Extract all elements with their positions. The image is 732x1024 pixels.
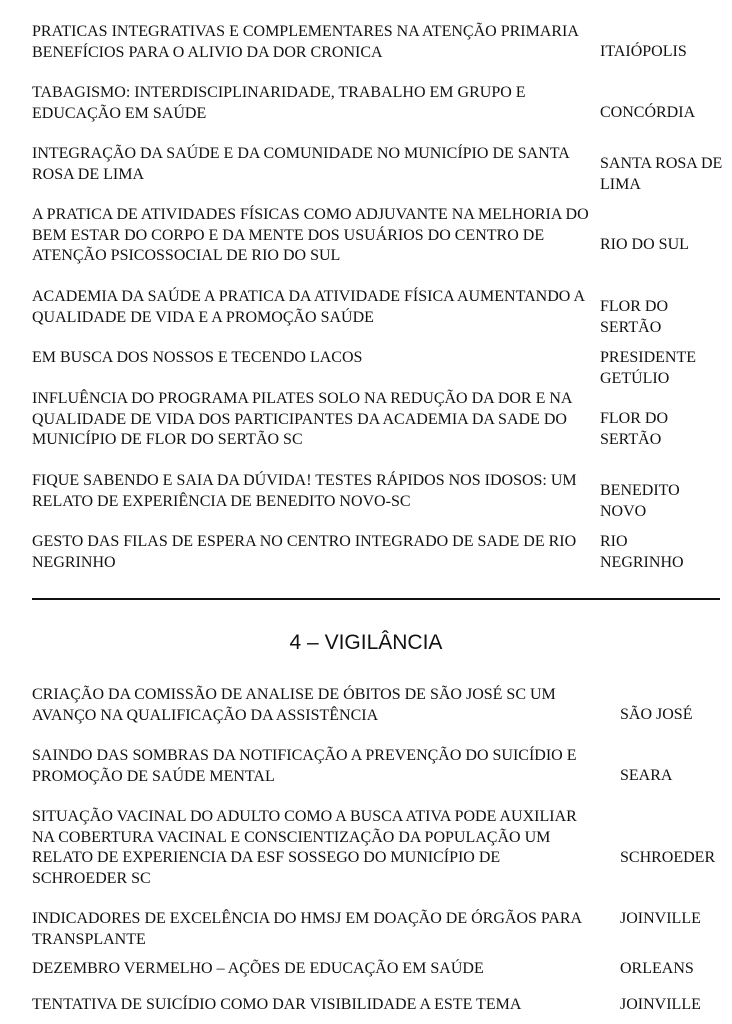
project-title: INTEGRAÇÃO DA SAÚDE E DA COMUNIDADE NO MUNICÍPIO DE SANTA ROSA DE LIMA [32,145,569,183]
project-city: SEARA [620,767,673,784]
project-city: PRESIDENTE GETÚLIO [600,349,696,387]
project-title: INFLUÊNCIA DO PROGRAMA PILATES SOLO NA REDUÇÃO DA DOR E NA QUALIDADE DE VIDA DOS PARTICIPANTES DA ACADEMIA DA SADE DO MUNICÍPIO DE FLOR DO SERTÃO SC [32,390,572,448]
project-title: ACADEMIA DA SAÚDE A PRATICA DA ATIVIDADE FÍSICA AUMENTANDO A QUALIDADE DE VIDA E A PROMOÇÃO SAÚDE [32,288,585,326]
project-title: TABAGISMO: INTERDISCIPLINARIDADE, TRABALHO EM GRUPO E EDUCAÇÃO EM SAÚDE [32,84,526,122]
project-title: A PRATICA DE ATIVIDADES FÍSICAS COMO ADJUVANTE NA MELHORIA DO BEM ESTAR DO CORPO E DA MENTE DOS USUÁRIOS DO CENTRO DE ATENÇÃO PSICOSSOCIAL DE RIO DO SUL [32,206,589,264]
project-city: RIO DO SUL [600,236,689,253]
project-title: CRIAÇÃO DA COMISSÃO DE ANALISE DE ÓBITOS DE SÃO JOSÉ SC UM AVANÇO NA QUALIFICAÇÃO DA ASSISTÊNCIA [32,686,556,724]
project-city: RIO NEGRINHO [600,533,684,571]
project-title: TENTATIVA DE SUICÍDIO COMO DAR VISIBILIDADE A ESTE TEMA [32,996,522,1013]
project-title: SAINDO DAS SOMBRAS DA NOTIFICAÇÃO A PREVENÇÃO DO SUICÍDIO E PROMOÇÃO DE SAÚDE MENTAL [32,747,577,785]
section-divider [32,598,720,600]
project-city: SANTA ROSA DE LIMA [600,155,723,193]
project-city: ITAIÓPOLIS [600,43,687,60]
project-title: INDICADORES DE EXCELÊNCIA DO HMSJ EM DOAÇÃO DE ÓRGÃOS PARA TRANSPLANTE [32,910,582,948]
project-title: SITUAÇÃO VACINAL DO ADULTO COMO A BUSCA ATIVA PODE AUXILIAR NA COBERTURA VACINAL E CONSCIENTIZAÇÃO DA POPULAÇÃO UM RELATO DE EXPERIENCIA DA ESF SOSSEGO DO MUNICÍPIO DE SCHROEDER SC [32,808,577,887]
project-city: SÃO JOSÉ [620,706,693,723]
project-title: DEZEMBRO VERMELHO – AÇÕES DE EDUCAÇÃO EM SAÚDE [32,960,484,977]
project-title: FIQUE SABENDO E SAIA DA DÚVIDA! TESTES RÁPIDOS NOS IDOSOS: UM RELATO DE EXPERIÊNCIA DE BENEDITO NOVO-SC [32,472,577,510]
project-city: JOINVILLE [620,910,701,927]
project-city: CONCÓRDIA [600,104,696,121]
project-city: JOINVILLE [620,996,701,1013]
project-title: EM BUSCA DOS NOSSOS E TECENDO LACOS [32,349,363,366]
project-title: PRATICAS INTEGRATIVAS E COMPLEMENTARES NA ATENÇÃO PRIMARIA BENEFÍCIOS PARA O ALIVIO DA DOR CRONICA [32,23,579,61]
project-city: FLOR DO SERTÃO [600,410,669,448]
section-heading: 4 – VIGILÂNCIA [289,631,443,654]
project-city: ORLEANS [620,960,694,977]
project-city: BENEDITO NOVO [600,482,680,520]
project-title: GESTO DAS FILAS DE ESPERA NO CENTRO INTEGRADO DE SADE DE RIO NEGRINHO [32,533,577,571]
project-city: FLOR DO SERTÃO [600,298,669,336]
project-city: SCHROEDER [620,849,716,866]
